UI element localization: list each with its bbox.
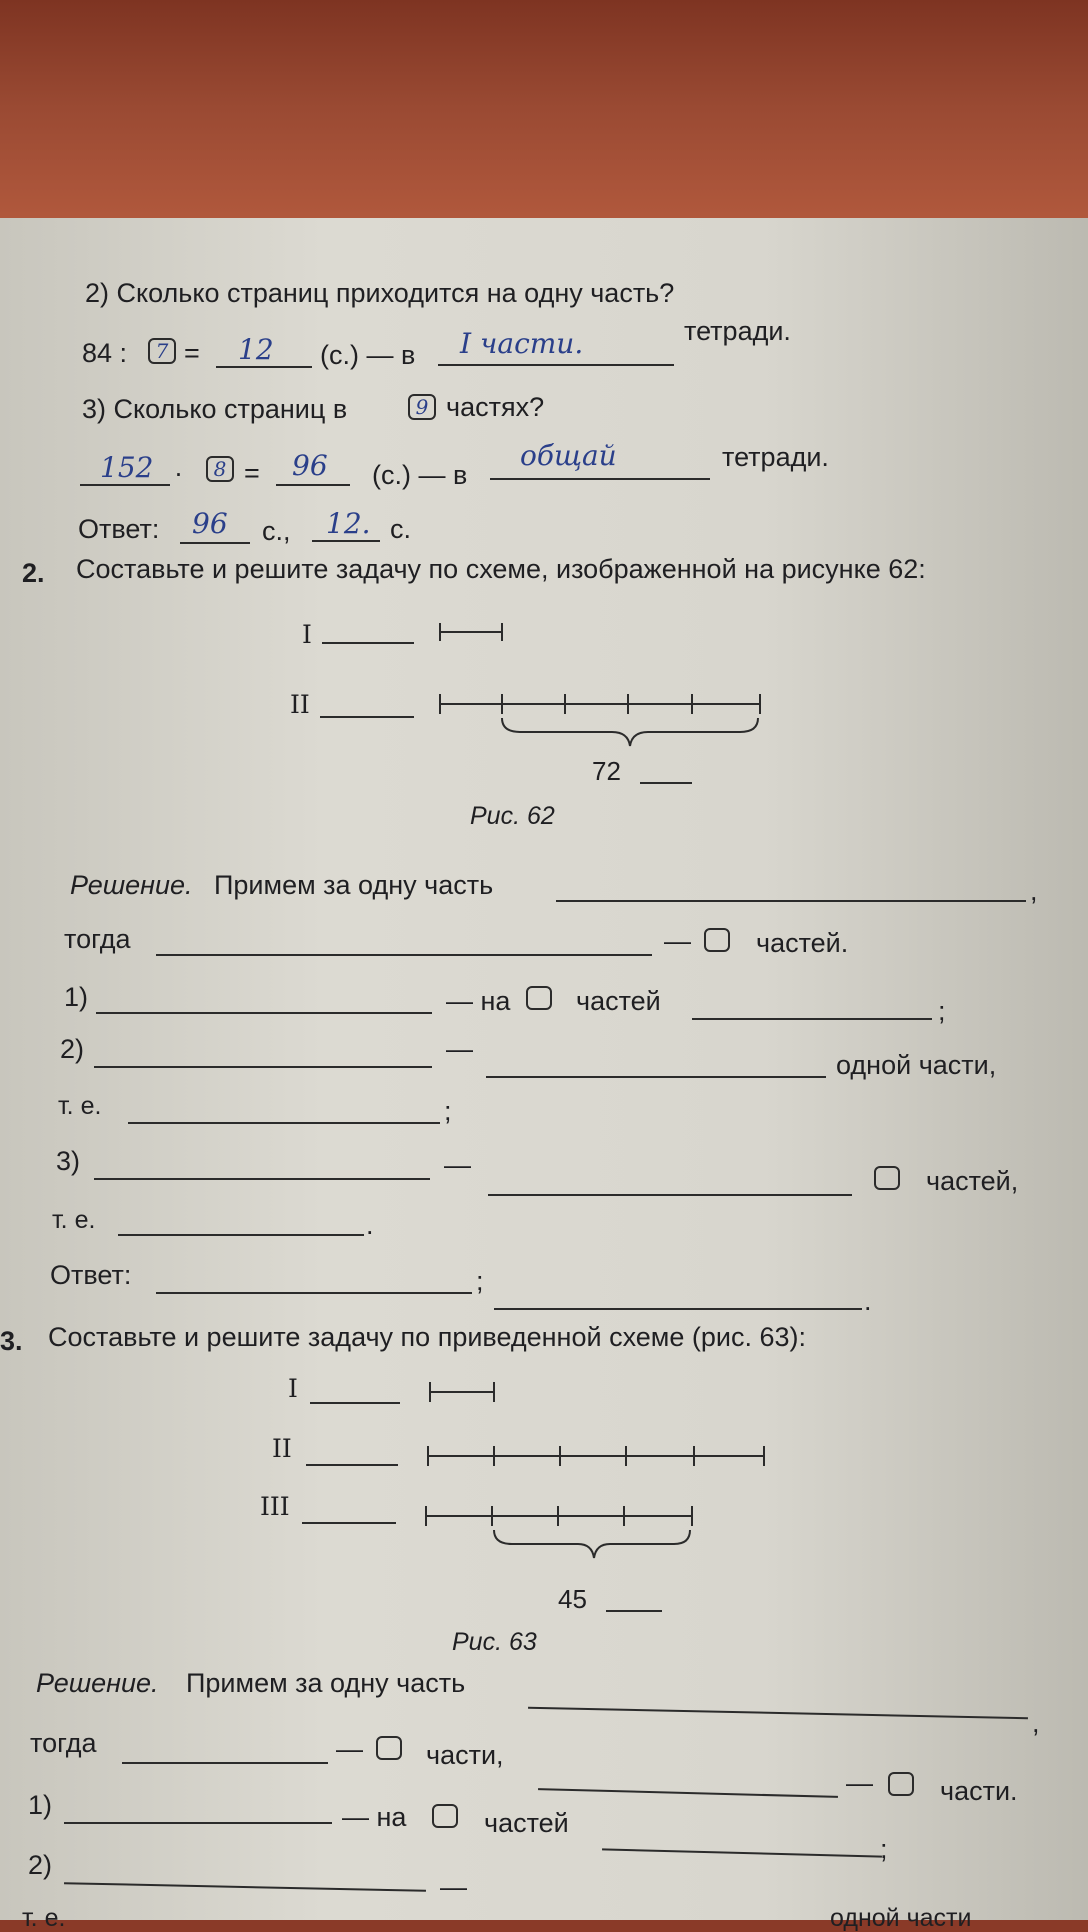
task2-dash: —: [664, 926, 691, 956]
q3-result[interactable]: 96: [292, 449, 328, 482]
task3-solution-label: Решение.: [36, 1668, 159, 1698]
task3-part2: части.: [940, 1776, 1018, 1806]
task2-step2: 2): [60, 1034, 85, 1064]
task2-part-blank[interactable]: [556, 900, 1026, 902]
q3-unit: (с.) — в: [372, 460, 468, 490]
task2-step1-na: — на: [446, 986, 511, 1016]
task2-step3-box[interactable]: [874, 1166, 900, 1190]
q2-question: 2) Сколько страниц приходится на одну часть?: [85, 278, 675, 308]
scheme62-caption: Рис. 62: [470, 802, 555, 830]
scheme63-segment-iii: [426, 1506, 692, 1526]
scheme62-value-blank: [640, 782, 692, 784]
task2-answer-blank-b[interactable]: [494, 1308, 862, 1310]
task3-te: т. е.: [22, 1904, 66, 1932]
task2-step3: 3): [56, 1146, 81, 1176]
desk-background: [0, 0, 1088, 240]
scheme63-blank-i: [310, 1402, 400, 1404]
scheme63-caption: Рис. 63: [452, 1628, 537, 1656]
task2-solution-text: Примем за одну часть: [214, 870, 494, 900]
task3-then: тогда: [30, 1728, 97, 1758]
task2-te: т. е.: [58, 1092, 102, 1120]
q2-eq-start: 84 :: [82, 338, 128, 368]
task2-step1-parts: частей: [576, 986, 661, 1016]
task2-number: 2.: [22, 558, 45, 588]
scheme63-label-ii: II: [272, 1434, 292, 1463]
task2-answer-dot: .: [864, 1286, 872, 1316]
q2-end: тетради.: [684, 316, 791, 346]
task2-te2: т. е.: [52, 1206, 96, 1234]
task2-solution-label: Решение.: [70, 870, 193, 900]
task2-step2-mid-blank[interactable]: [486, 1076, 826, 1078]
task2-answer-blank-a[interactable]: [156, 1292, 472, 1294]
task3-step1-semicolon: ;: [880, 1834, 888, 1864]
task3-box2[interactable]: [888, 1772, 914, 1796]
task2-step1-blank[interactable]: [96, 1012, 432, 1014]
task2-answer-label: Ответ:: [50, 1260, 132, 1290]
task3-then-blank[interactable]: [122, 1762, 328, 1764]
task1-answer-b[interactable]: 12.: [326, 507, 371, 540]
task2-answer-semicolon: ;: [476, 1266, 484, 1296]
task3-step2-dash: —: [440, 1872, 467, 1902]
task2-step3-mid-blank[interactable]: [488, 1194, 852, 1196]
workbook-page: [0, 218, 1088, 1932]
scheme63-brace: [494, 1530, 690, 1558]
task2-one-part: одной части,: [836, 1050, 997, 1080]
task2-step2-blank[interactable]: [94, 1066, 432, 1068]
task3-step2: 2): [28, 1850, 53, 1880]
task2-step1-tail-blank[interactable]: [692, 1018, 932, 1020]
task1-answer-b-unit: с.: [390, 514, 412, 544]
task2-te-semicolon: ;: [444, 1096, 452, 1126]
q3-equals: =: [244, 458, 260, 488]
scheme62-segment-i: [440, 623, 502, 641]
task2-then-blank[interactable]: [156, 954, 652, 956]
task3-dash1: —: [336, 1734, 363, 1764]
q2-result[interactable]: 12: [238, 333, 274, 366]
scheme63-value: 45: [558, 1584, 587, 1614]
scheme63-label-i: I: [288, 1374, 298, 1403]
q3-question-b: частях?: [446, 392, 545, 422]
task2-parts: частей.: [756, 928, 849, 958]
scheme62-value: 72: [592, 756, 621, 786]
task3-number: 3.: [0, 1326, 23, 1356]
scheme63-value-blank: [606, 1610, 662, 1612]
task2-step3-blank[interactable]: [94, 1178, 430, 1180]
task3-step1-box[interactable]: [432, 1804, 458, 1828]
scheme63-blank-ii: [306, 1464, 398, 1466]
q3-parts-box[interactable]: 9: [408, 394, 436, 420]
q3-dot: ·: [174, 458, 183, 488]
task2-step1-semicolon: ;: [938, 996, 946, 1026]
task2-step2-dash: —: [446, 1034, 473, 1064]
task3-comma: ,: [1032, 1708, 1040, 1738]
task2-step3-parts: частей,: [926, 1166, 1019, 1196]
q3-mult-box[interactable]: 8: [206, 456, 234, 482]
task2-step1: 1): [64, 982, 89, 1012]
task2-te2-blank[interactable]: [118, 1234, 364, 1236]
scheme63-label-iii: III: [260, 1492, 290, 1521]
task1-answer-a-unit: с.,: [262, 516, 291, 546]
task1-answer-a[interactable]: 96: [192, 507, 228, 540]
scheme62-segment-ii: [440, 694, 760, 714]
q2-equals: =: [184, 338, 200, 368]
task3-step1-na: — на: [342, 1802, 407, 1832]
q2-divisor-box[interactable]: 7: [148, 338, 176, 364]
task3-step1-blank[interactable]: [64, 1822, 332, 1824]
task1-answer-label: Ответ:: [78, 514, 160, 544]
task3-step1: 1): [28, 1790, 53, 1820]
task3-title: Составьте и решите задачу по приведенной схеме (рис. 63):: [48, 1322, 806, 1352]
task3-box1[interactable]: [376, 1736, 402, 1760]
q3-question-a: 3) Сколько страниц в: [82, 394, 348, 424]
task2-parts-box[interactable]: [704, 928, 730, 952]
task2-comma: ,: [1030, 876, 1038, 906]
q3-left[interactable]: 152: [100, 451, 154, 484]
task3-one-part: одной части: [830, 1904, 972, 1932]
task3-dash2: —: [846, 1768, 873, 1798]
scheme62-label-i: I: [302, 620, 312, 649]
task2-title: Составьте и решите задачу по схеме, изображенной на рисунке 62:: [76, 554, 926, 584]
scheme63-segment-i: [430, 1382, 494, 1402]
scheme62-label-ii: II: [290, 690, 310, 719]
task3-solution-text: Примем за одну часть: [186, 1668, 466, 1698]
task2-step3-dash: —: [444, 1150, 471, 1180]
task3-part1: части,: [426, 1740, 504, 1770]
scheme63-blank-iii: [302, 1522, 396, 1524]
task2-then: тогда: [64, 924, 131, 954]
scheme62-brace: [502, 718, 758, 746]
q3-end: тетради.: [722, 442, 829, 472]
scheme63-segment-ii: [428, 1446, 764, 1466]
task2-te-blank[interactable]: [128, 1122, 440, 1124]
task2-te2-dot: .: [366, 1210, 374, 1240]
q2-where[interactable]: I части.: [460, 327, 584, 360]
q3-where[interactable]: общай: [520, 439, 617, 472]
task3-step1-parts: частей: [484, 1808, 569, 1838]
task2-step1-box[interactable]: [526, 986, 552, 1010]
q2-unit: (с.) — в: [320, 340, 416, 370]
